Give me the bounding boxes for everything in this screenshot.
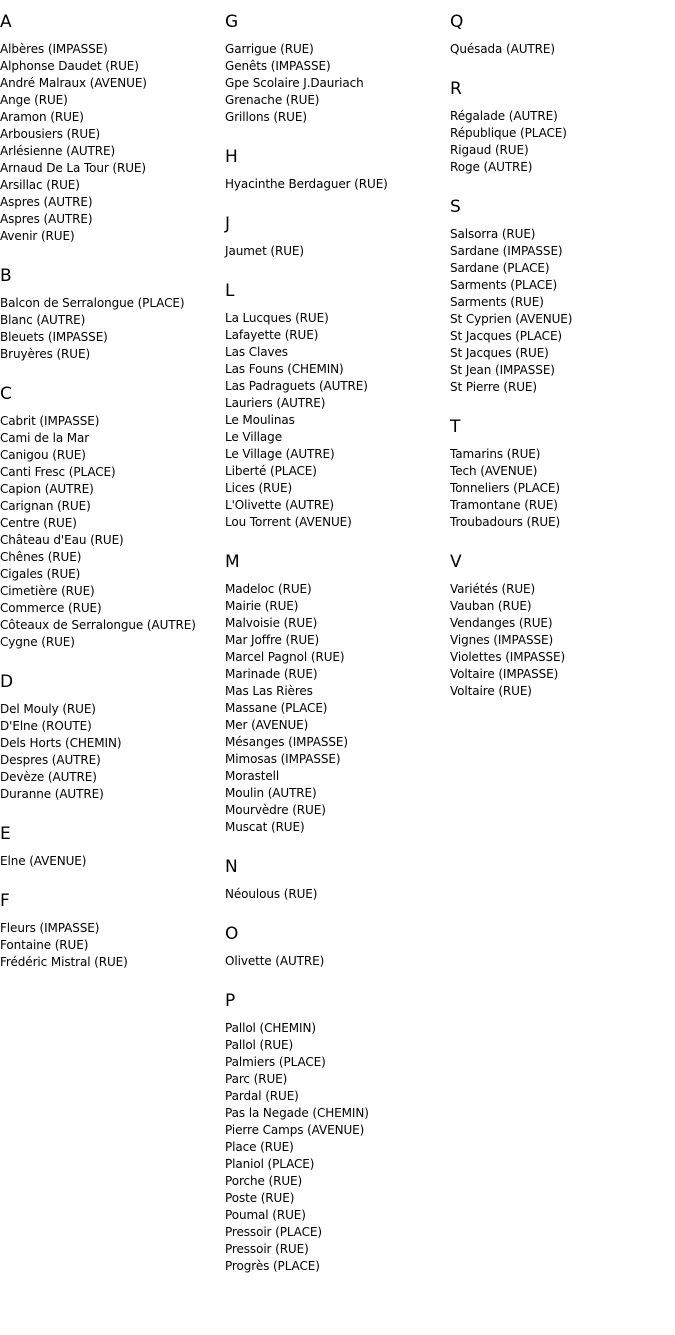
street-index-column-1 <box>0 11 222 991</box>
street-list <box>225 310 447 531</box>
street-name: St Jacques (PLACE) <box>450 329 563 343</box>
street-list <box>450 41 672 58</box>
street-list <box>225 243 447 260</box>
letter-group <box>225 923 447 970</box>
street-name: Cygne (RUE) <box>0 635 75 649</box>
letter-heading: Q <box>450 12 464 32</box>
street-name: Tamarins (RUE) <box>450 447 541 461</box>
street-name: Balcon de Serralongue (PLACE) <box>0 296 185 310</box>
street-name: Tramontane (RUE) <box>450 498 558 512</box>
street-name: Carignan (RUE) <box>0 499 91 513</box>
street-name: Arbousiers (RUE) <box>0 127 101 141</box>
street-name: Mar Joffre (RUE) <box>225 633 320 647</box>
letter-heading: C <box>0 384 12 404</box>
street-name: Las Claves <box>225 345 288 359</box>
letter-heading: V <box>450 552 462 572</box>
street-name: Parc (RUE) <box>225 1072 288 1086</box>
street-index-column-3 <box>450 11 672 720</box>
letter-group <box>225 551 447 836</box>
street-name: Place (RUE) <box>225 1140 294 1154</box>
street-list <box>0 701 222 803</box>
street-name: Bleuets (IMPASSE) <box>0 330 108 344</box>
street-name: Olivette (AUTRE) <box>225 954 325 968</box>
street-name: Alphonse Daudet (RUE) <box>0 59 139 73</box>
street-name: Pardal (RUE) <box>225 1089 299 1103</box>
street-name: Roge (AUTRE) <box>450 160 533 174</box>
letter-heading: O <box>225 924 239 944</box>
street-name: Pressoir (PLACE) <box>225 1225 322 1239</box>
street-name: Aramon (RUE) <box>0 110 84 124</box>
street-name: St Jean (IMPASSE) <box>450 363 555 377</box>
street-list <box>450 108 672 176</box>
letter-group <box>450 551 672 700</box>
street-name: Devèze (AUTRE) <box>0 770 97 784</box>
letter-group <box>225 990 447 1275</box>
street-list <box>0 413 222 651</box>
street-list <box>450 226 672 396</box>
street-name: Cami de la Mar <box>0 431 90 445</box>
street-name: Blanc (AUTRE) <box>0 313 86 327</box>
street-name: Muscat (RUE) <box>225 820 305 834</box>
letter-heading: P <box>225 991 236 1011</box>
street-name: Le Village (AUTRE) <box>225 447 335 461</box>
street-name: Vendanges (RUE) <box>450 616 553 630</box>
street-name: Sardane (IMPASSE) <box>450 244 563 258</box>
letter-heading: H <box>225 147 238 167</box>
letter-heading: E <box>0 824 11 844</box>
street-list <box>0 853 222 870</box>
street-name: Dels Horts (CHEMIN) <box>0 736 122 750</box>
letter-heading: R <box>450 79 462 99</box>
street-name: Aspres (AUTRE) <box>0 212 93 226</box>
street-name: Ange (RUE) <box>0 93 68 107</box>
street-name: André Malraux (AVENUE) <box>0 76 147 90</box>
letter-heading: A <box>0 12 12 32</box>
street-name: Del Mouly (RUE) <box>0 702 96 716</box>
street-name: Sarments (PLACE) <box>450 278 558 292</box>
street-list <box>0 920 222 971</box>
street-name: Elne (AVENUE) <box>0 854 87 868</box>
street-name: Le Village <box>225 430 282 444</box>
street-name: Moulin (AUTRE) <box>225 786 317 800</box>
street-name: Gpe Scolaire J.Dauriach <box>225 76 364 90</box>
street-name: Madeloc (RUE) <box>225 582 312 596</box>
street-name: Château d'Eau (RUE) <box>0 533 124 547</box>
street-name: La Lucques (RUE) <box>225 311 329 325</box>
street-name: Rigaud (RUE) <box>450 143 529 157</box>
letter-group <box>0 11 222 245</box>
street-name: Massane (PLACE) <box>225 701 328 715</box>
street-name: Cabrit (IMPASSE) <box>0 414 100 428</box>
street-name: St Pierre (RUE) <box>450 380 537 394</box>
letter-group <box>450 196 672 396</box>
street-name: Mairie (RUE) <box>225 599 299 613</box>
street-name: Bruyères (RUE) <box>0 347 91 361</box>
street-name: Marcel Pagnol (RUE) <box>225 650 345 664</box>
street-name: Poumal (RUE) <box>225 1208 306 1222</box>
street-name: L'Olivette (AUTRE) <box>225 498 334 512</box>
street-list <box>225 176 447 193</box>
street-name: St Cyprien (AVENUE) <box>450 312 573 326</box>
street-name: Pas la Negade (CHEMIN) <box>225 1106 369 1120</box>
letter-heading: B <box>0 266 12 286</box>
street-name: Capion (AUTRE) <box>0 482 94 496</box>
street-name: Variétés (RUE) <box>450 582 536 596</box>
street-name: République (PLACE) <box>450 126 567 140</box>
street-name: Commerce (RUE) <box>0 601 102 615</box>
street-name: Tech (AVENUE) <box>450 464 538 478</box>
street-name: Garrigue (RUE) <box>225 42 314 56</box>
street-name: Las Padraguets (AUTRE) <box>225 379 368 393</box>
street-name: Fleurs (IMPASSE) <box>0 921 100 935</box>
street-name: Despres (AUTRE) <box>0 753 101 767</box>
street-name: Aspres (AUTRE) <box>0 195 93 209</box>
letter-group <box>450 416 672 531</box>
street-name: Porche (RUE) <box>225 1174 303 1188</box>
street-name: Lou Torrent (AVENUE) <box>225 515 352 529</box>
letter-group <box>0 671 222 803</box>
letter-heading: S <box>450 197 461 217</box>
street-name: Duranne (AUTRE) <box>0 787 104 801</box>
letter-group <box>0 383 222 651</box>
street-name: Centre (RUE) <box>0 516 77 530</box>
street-name: Pressoir (RUE) <box>225 1242 309 1256</box>
letter-group <box>450 78 672 176</box>
street-name: Las Founs (CHEMIN) <box>225 362 344 376</box>
letter-heading: F <box>0 891 10 911</box>
letter-heading: L <box>225 281 235 301</box>
letter-group <box>225 146 447 193</box>
street-name: Jaumet (RUE) <box>225 244 304 258</box>
street-name: Hyacinthe Berdaguer (RUE) <box>225 177 388 191</box>
street-name: Violettes (IMPASSE) <box>450 650 566 664</box>
street-name: Voltaire (IMPASSE) <box>450 667 559 681</box>
street-name: Tonneliers (PLACE) <box>450 481 560 495</box>
street-name: Frédéric Mistral (RUE) <box>0 955 128 969</box>
street-name: Voltaire (RUE) <box>450 684 532 698</box>
street-name: Liberté (PLACE) <box>225 464 317 478</box>
letter-group <box>0 890 222 971</box>
street-name: Régalade (AUTRE) <box>450 109 558 123</box>
street-name: Palmiers (PLACE) <box>225 1055 326 1069</box>
street-name: Morastell <box>225 769 280 783</box>
street-name: Canti Fresc (PLACE) <box>0 465 116 479</box>
street-name: Mas Las Rières <box>225 684 313 698</box>
street-list <box>225 41 447 126</box>
letter-group <box>225 11 447 126</box>
street-name: St Jacques (RUE) <box>450 346 549 360</box>
street-name: Poste (RUE) <box>225 1191 295 1205</box>
street-name: Lices (RUE) <box>225 481 293 495</box>
letter-heading: G <box>225 12 239 32</box>
street-name: Mésanges (IMPASSE) <box>225 735 348 749</box>
street-list <box>225 581 447 836</box>
letter-group <box>450 11 672 58</box>
street-name: Avenir (RUE) <box>0 229 75 243</box>
street-name: Planiol (PLACE) <box>225 1157 315 1171</box>
street-name: Grillons (RUE) <box>225 110 307 124</box>
street-name: Lauriers (AUTRE) <box>225 396 326 410</box>
street-list <box>0 41 222 245</box>
street-list <box>225 953 447 970</box>
street-name: Mer (AVENUE) <box>225 718 309 732</box>
street-name: Vignes (IMPASSE) <box>450 633 554 647</box>
letter-group <box>0 823 222 870</box>
street-list <box>225 886 447 903</box>
street-index-column-2 <box>225 11 447 1295</box>
street-name: Pallol (CHEMIN) <box>225 1021 316 1035</box>
street-name: Arlésienne (AUTRE) <box>0 144 116 158</box>
street-list <box>225 1020 447 1275</box>
street-name: Lafayette (RUE) <box>225 328 319 342</box>
street-name: Cimetière (RUE) <box>0 584 95 598</box>
street-name: Marinade (RUE) <box>225 667 318 681</box>
letter-group <box>0 265 222 363</box>
street-name: Quésada (AUTRE) <box>450 42 555 56</box>
street-name: Fontaine (RUE) <box>0 938 89 952</box>
street-name: Genêts (IMPASSE) <box>225 59 331 73</box>
letter-group <box>225 856 447 903</box>
letter-heading: N <box>225 857 238 877</box>
street-name: Mourvèdre (RUE) <box>225 803 326 817</box>
letter-heading: D <box>0 672 14 692</box>
street-name: Sarments (RUE) <box>450 295 544 309</box>
street-name: Néoulous (RUE) <box>225 887 318 901</box>
street-name: Pallol (RUE) <box>225 1038 294 1052</box>
street-list <box>450 581 672 700</box>
street-list <box>0 295 222 363</box>
street-name: Chênes (RUE) <box>0 550 82 564</box>
street-name: D'Elne (ROUTE) <box>0 719 92 733</box>
letter-heading: T <box>450 417 461 437</box>
street-name: Grenache (RUE) <box>225 93 320 107</box>
street-name: Arsillac (RUE) <box>0 178 80 192</box>
street-name: Salsorra (RUE) <box>450 227 536 241</box>
street-name: Albères (IMPASSE) <box>0 42 108 56</box>
street-list <box>450 446 672 531</box>
street-name: Vauban (RUE) <box>450 599 532 613</box>
street-name: Arnaud De La Tour (RUE) <box>0 161 146 175</box>
street-name: Troubadours (RUE) <box>450 515 561 529</box>
street-name: Canigou (RUE) <box>0 448 86 462</box>
street-name: Malvoisie (RUE) <box>225 616 318 630</box>
letter-heading: J <box>225 214 231 234</box>
street-name: Côteaux de Serralongue (AUTRE) <box>0 618 196 632</box>
street-name: Sardane (PLACE) <box>450 261 550 275</box>
letter-group <box>225 280 447 531</box>
letter-group <box>225 213 447 260</box>
street-name: Progrès (PLACE) <box>225 1259 320 1273</box>
street-name: Cigales (RUE) <box>0 567 81 581</box>
street-name: Pierre Camps (AVENUE) <box>225 1123 365 1137</box>
letter-heading: M <box>225 552 240 572</box>
street-name: Le Moulinas <box>225 413 295 427</box>
street-name: Mimosas (IMPASSE) <box>225 752 341 766</box>
